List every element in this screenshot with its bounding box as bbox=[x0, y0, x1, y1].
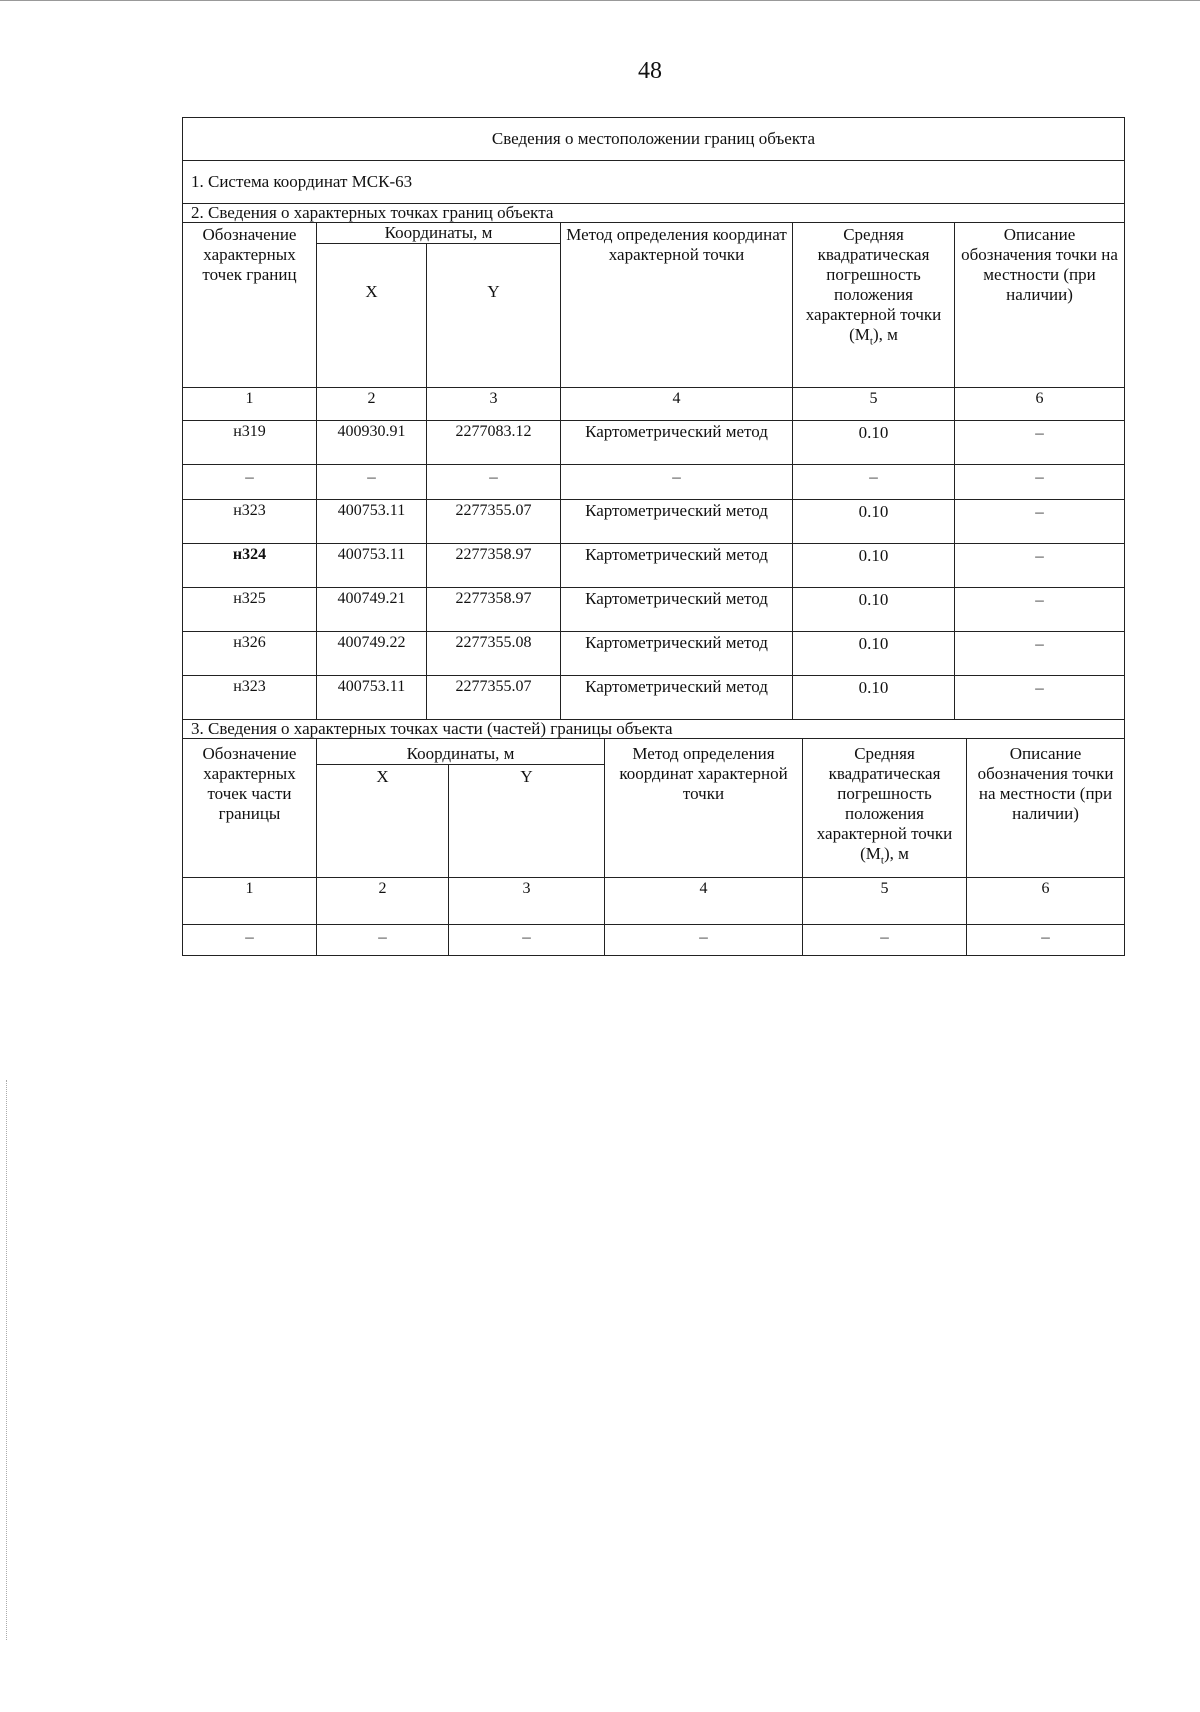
table-row bbox=[183, 465, 1125, 500]
point-id: н319 bbox=[183, 421, 317, 465]
description: – bbox=[955, 421, 1125, 465]
coord-x: 400749.21 bbox=[317, 588, 427, 632]
coord-y: 2277355.07 bbox=[427, 500, 561, 544]
s3-header-error: Средняя квадратическая погрешность положения характерной точки $(M_t)$, м bbox=[803, 739, 967, 878]
description: – bbox=[955, 544, 1125, 588]
s3-header-y: Y bbox=[449, 765, 605, 878]
s2-colnum-6: 6 bbox=[955, 388, 1125, 421]
s2-colnum-4: 4 bbox=[561, 388, 793, 421]
point-id: н323 bbox=[183, 500, 317, 544]
point-id: н323 bbox=[183, 676, 317, 720]
error-value: 0.10 bbox=[793, 588, 955, 632]
s2-header-method: Метод определения координат характерной точки bbox=[561, 223, 793, 388]
s3-colnum-6: 6 bbox=[967, 878, 1125, 925]
coord-y: – bbox=[427, 465, 561, 500]
section3-header-row bbox=[183, 739, 1125, 765]
point-id: н325 bbox=[183, 588, 317, 632]
method: Картометрический метод bbox=[561, 421, 793, 465]
table-row bbox=[183, 925, 1125, 956]
s2-colnum-2: 2 bbox=[317, 388, 427, 421]
s3-header-method: Метод определения координат характерной точки bbox=[605, 739, 803, 878]
description: – bbox=[955, 632, 1125, 676]
s2-colnum-5: 5 bbox=[793, 388, 955, 421]
coord-y: 2277355.08 bbox=[427, 632, 561, 676]
description: – bbox=[955, 465, 1125, 500]
coord-x: 400753.11 bbox=[317, 500, 427, 544]
s3-header-coordinates: Координаты, м bbox=[317, 739, 605, 765]
s3-header-designation: Обозначение характерных точек части границы bbox=[183, 739, 317, 878]
coord-x: 400749.22 bbox=[317, 632, 427, 676]
s3-header-x: X bbox=[317, 765, 449, 878]
description: – bbox=[955, 676, 1125, 720]
error-value: 0.10 bbox=[793, 676, 955, 720]
s3-colnum-1: 1 bbox=[183, 878, 317, 925]
method: Картометрический метод bbox=[561, 632, 793, 676]
scan-left-edge bbox=[6, 1080, 7, 1640]
s2-header-coordinates: Координаты, м bbox=[317, 223, 561, 244]
table-row bbox=[183, 632, 1125, 676]
s2-header-designation: Обозначение характерных точек границ bbox=[183, 223, 317, 388]
method: Картометрический метод bbox=[561, 544, 793, 588]
point-id: н326 bbox=[183, 632, 317, 676]
coord-x: – bbox=[317, 465, 427, 500]
description: – bbox=[967, 925, 1125, 956]
s3-colnum-5: 5 bbox=[803, 878, 967, 925]
table-row bbox=[183, 500, 1125, 544]
s2-colnum-1: 1 bbox=[183, 388, 317, 421]
error-value: 0.10 bbox=[793, 500, 955, 544]
section3-title: 3. Сведения о характерных точках части (частей) границы объекта bbox=[183, 720, 1125, 739]
coord-y: 2277358.97 bbox=[427, 544, 561, 588]
point-id: – bbox=[183, 465, 317, 500]
description: – bbox=[955, 588, 1125, 632]
section2-column-numbers bbox=[183, 388, 1125, 421]
table-title: Сведения о местоположении границ объекта bbox=[183, 118, 1125, 161]
coord-y: 2277358.97 bbox=[427, 588, 561, 632]
table-row bbox=[183, 544, 1125, 588]
s2-colnum-3: 3 bbox=[427, 388, 561, 421]
s2-header-error: Средняя квадратическая погрешность положения характерной точки $(M_t)$, м bbox=[793, 223, 955, 388]
point-id: н324 bbox=[183, 544, 317, 588]
method: Картометрический метод bbox=[561, 500, 793, 544]
s3-colnum-3: 3 bbox=[449, 878, 605, 925]
description: – bbox=[955, 500, 1125, 544]
coord-x: 400753.11 bbox=[317, 676, 427, 720]
boundary-table bbox=[182, 117, 1125, 956]
error-value: 0.10 bbox=[793, 544, 955, 588]
s2-header-x: X bbox=[317, 244, 427, 388]
coord-y: 2277083.12 bbox=[427, 421, 561, 465]
coord-y: – bbox=[449, 925, 605, 956]
table-row bbox=[183, 588, 1125, 632]
page-number: 48 bbox=[638, 58, 662, 84]
section2-header-row bbox=[183, 223, 1125, 244]
table-row bbox=[183, 421, 1125, 465]
error-value: – bbox=[803, 925, 967, 956]
method: – bbox=[561, 465, 793, 500]
s3-colnum-4: 4 bbox=[605, 878, 803, 925]
coord-y: 2277355.07 bbox=[427, 676, 561, 720]
error-value: 0.10 bbox=[793, 421, 955, 465]
method: Картометрический метод bbox=[561, 676, 793, 720]
coord-x: 400753.11 bbox=[317, 544, 427, 588]
coord-x: – bbox=[317, 925, 449, 956]
s3-header-description: Описание обозначения точки на местности (при наличии) bbox=[967, 739, 1125, 878]
s3-colnum-2: 2 bbox=[317, 878, 449, 925]
point-id: – bbox=[183, 925, 317, 956]
scan-top-edge bbox=[0, 0, 1200, 1]
coord-x: 400930.91 bbox=[317, 421, 427, 465]
method: Картометрический метод bbox=[561, 588, 793, 632]
table-row bbox=[183, 676, 1125, 720]
section2-title: 2. Сведения о характерных точках границ объекта bbox=[183, 204, 1125, 223]
section3-column-numbers bbox=[183, 878, 1125, 925]
error-value: 0.10 bbox=[793, 632, 955, 676]
s2-header-description: Описание обозначения точки на местности (при наличии) bbox=[955, 223, 1125, 388]
error-value: – bbox=[793, 465, 955, 500]
method: – bbox=[605, 925, 803, 956]
coordinate-system: 1. Система координат МСК-63 bbox=[183, 161, 1125, 204]
s2-header-y: Y bbox=[427, 244, 561, 388]
